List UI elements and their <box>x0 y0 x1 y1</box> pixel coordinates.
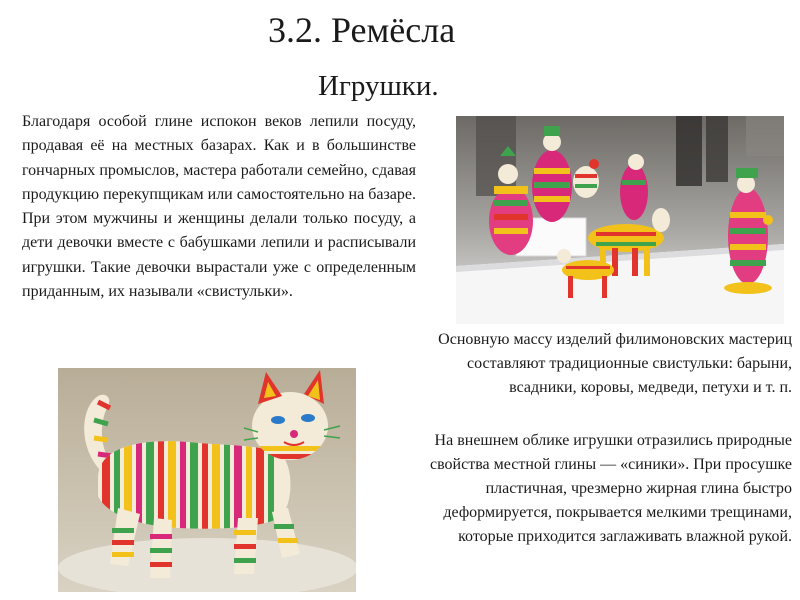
striped-cat-photo <box>58 368 356 592</box>
toys-display-photo <box>456 116 784 324</box>
intro-paragraph: Благодаря особой глине испокон веков лепили посуду, продавая её на местных базарах. Как и в большинстве гончарных промыслов, мастера работали семейно, сдавая продукцию перекупщикам или самостоятельно на базаре. При этом мужчины и женщины делали только посуду, а дети девочки вместе с бабушками лепили и расписывали игрушки. Такие девочки вырастали уже с определенным приданным, их называли «свистульки». <box>22 113 416 301</box>
slide-title: 3.2. Ремёсла <box>268 10 456 50</box>
slide-subtitle: Игрушки. <box>318 70 439 102</box>
caption-clay-properties: На внешнем облике игрушки отразились природные свойства местной глины — «синики». При просушке пластичная, чрезмерно жирная глина быстро деформируется, покрывается мелкими трещинами, которые приходится заглаживать влажной рукой. <box>430 432 792 545</box>
caption-whistles: Основную массу изделий филимоновских мастериц составляют традиционные свистульки: барыни, всадники, коровы, медведи, петухи и т. п. <box>438 331 792 396</box>
